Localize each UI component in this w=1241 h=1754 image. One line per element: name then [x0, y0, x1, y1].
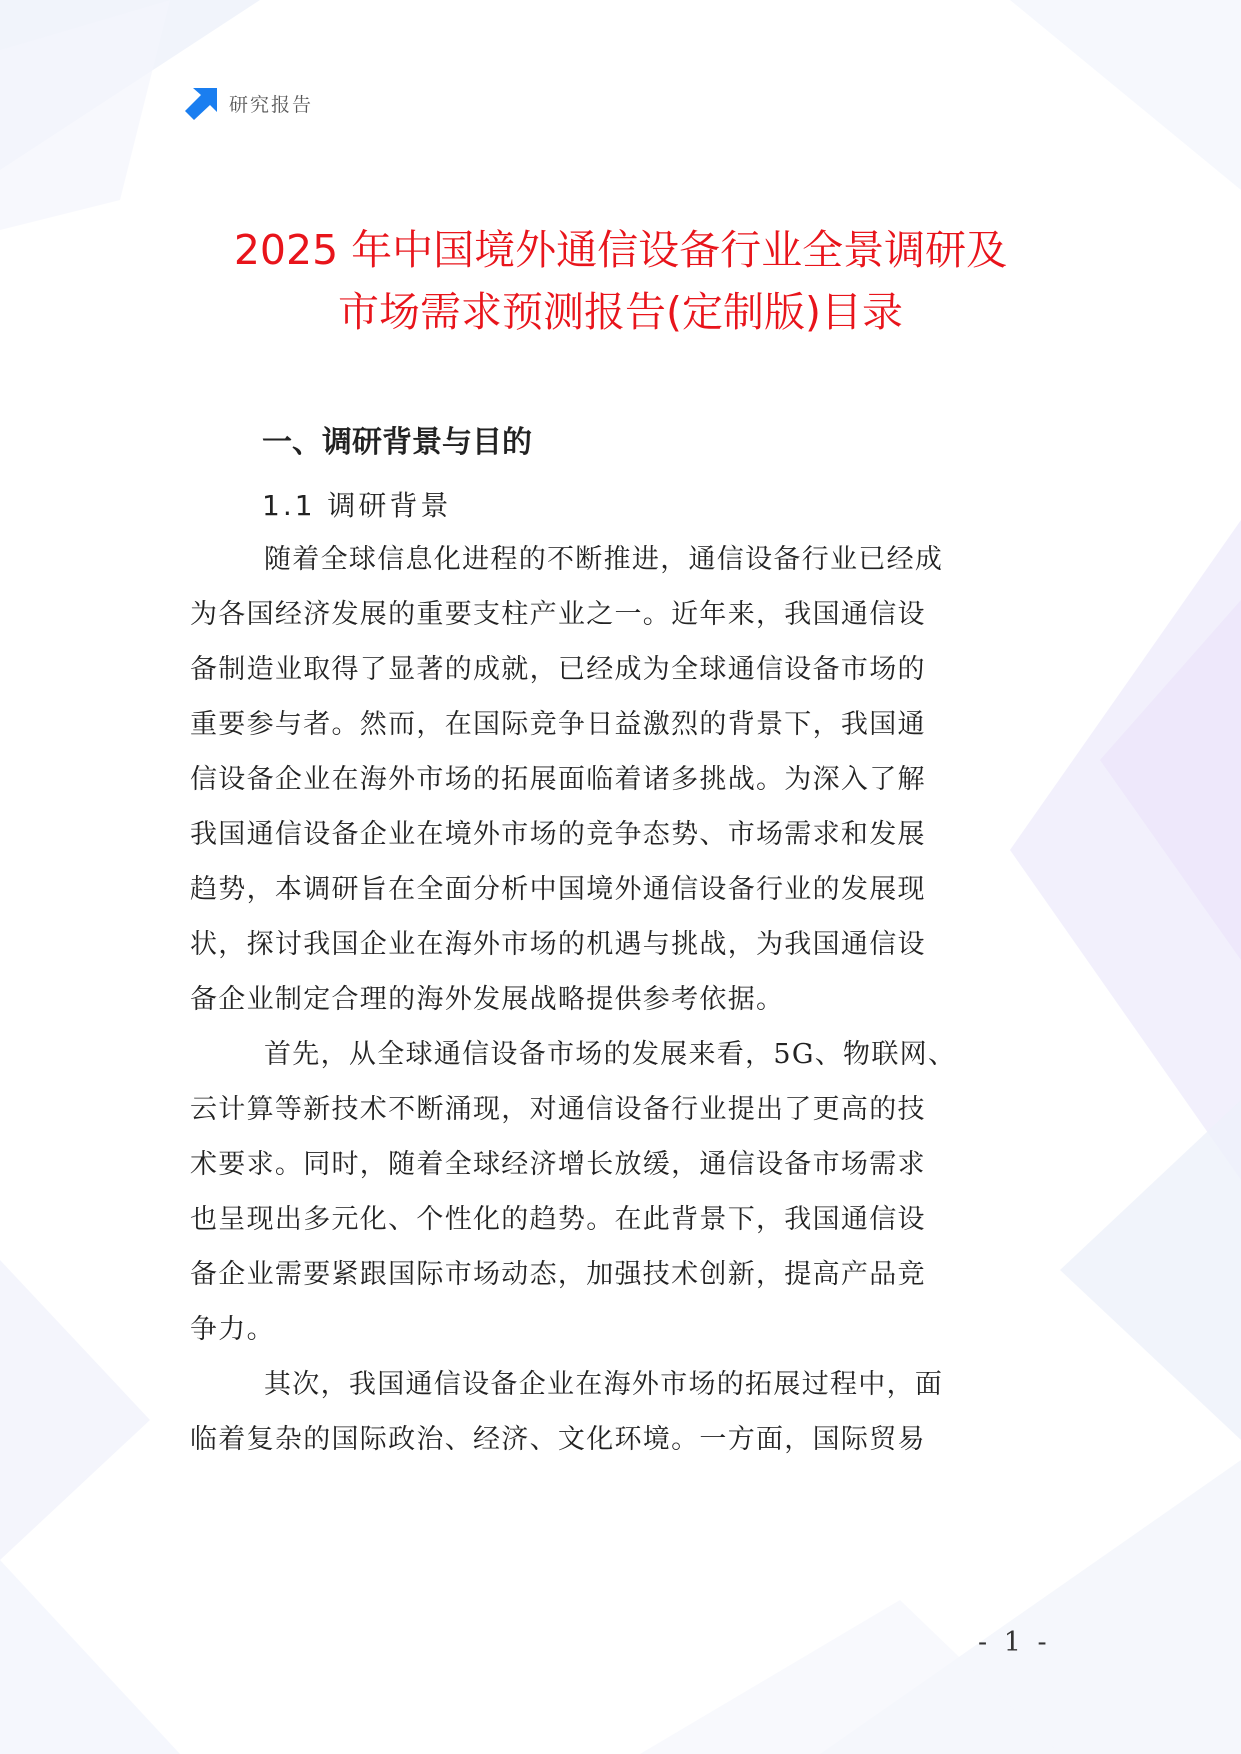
body-line: 首先，从全球通信设备市场的发展来看，5G、物联网、 — [264, 1039, 957, 1070]
body-line: 趋势，本调研旨在全面分析中国境外通信设备行业的发展现 — [190, 874, 926, 905]
body-line: 信设备企业在海外市场的拓展面临着诸多挑战。为深入了解 — [190, 764, 926, 795]
body-line: 临着复杂的国际政治、经济、文化环境。一方面，国际贸易 — [190, 1424, 926, 1455]
report-header — [185, 86, 313, 120]
body-line: 云计算等新技术不断涌现，对通信设备行业提出了更高的技 — [190, 1094, 926, 1125]
body-line: 我国通信设备企业在境外市场的竞争态势、市场需求和发展 — [190, 819, 926, 850]
section-heading: 一、调研背景与目的 — [262, 425, 532, 460]
body-line: 备企业需要紧跟国际市场动态，加强技术创新，提高产品竞 — [190, 1259, 926, 1290]
page-number: - 1 - — [978, 1627, 1051, 1658]
body-line: 为各国经济发展的重要支柱产业之一。近年来，我国通信设 — [190, 599, 926, 630]
body-line: 重要参与者。然而，在国际竞争日益激烈的背景下，我国通 — [190, 709, 926, 740]
body-line: 争力。 — [190, 1314, 275, 1345]
report-header-label: 研究报告 — [229, 93, 314, 116]
report-title-line-2: 市场需求预测报告(定制版)目录 — [338, 288, 903, 336]
report-title-line-1: 2025 年中国境外通信设备行业全景调研及 — [233, 226, 1008, 274]
body-line: 随着全球信息化进程的不断推进，通信设备行业已经成 — [264, 544, 944, 575]
diagonal-arrow-logo-icon — [185, 86, 219, 120]
body-line: 也呈现出多元化、个性化的趋势。在此背景下，我国通信设 — [190, 1204, 926, 1235]
subsection-heading: 1.1 调研背景 — [262, 489, 452, 522]
body-line: 其次，我国通信设备企业在海外市场的拓展过程中，面 — [264, 1369, 944, 1400]
body-line: 状，探讨我国企业在海外市场的机遇与挑战，为我国通信设 — [190, 929, 926, 960]
body-line: 术要求。同时，随着全球经济增长放缓，通信设备市场需求 — [190, 1149, 926, 1180]
body-line: 备制造业取得了显著的成就，已经成为全球通信设备市场的 — [190, 654, 926, 685]
body-line: 备企业制定合理的海外发展战略提供参考依据。 — [190, 984, 785, 1015]
